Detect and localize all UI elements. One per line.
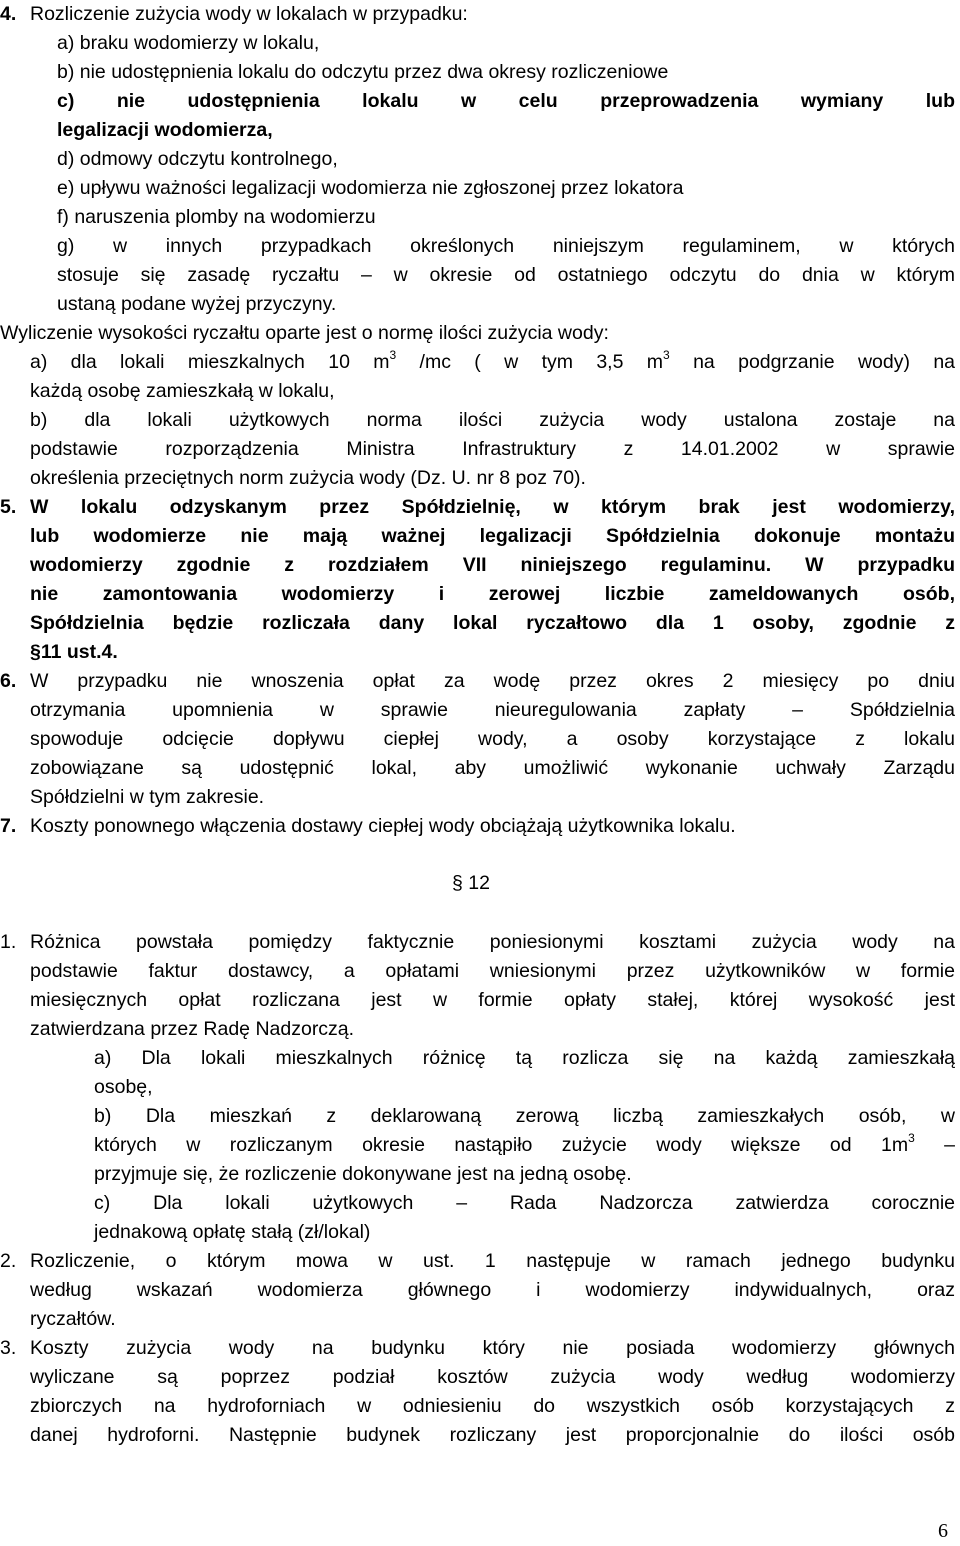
point-1-item-b-line3: przyjmuje się, że rozliczenie dokonywane jest na jedną osobę. (94, 1163, 632, 1185)
point-1-item-c-line2: jednakową opłatę stałą (zł/lokal) (94, 1221, 371, 1243)
point-1-line4: zatwierdzana przez Radę Nadzorczą. (30, 1018, 355, 1040)
section-6-number: 6. (0, 670, 17, 692)
point-1-line1: Różnica powstała pomiędzy faktycznie poniesionymi kosztami zużycia wody na (30, 931, 955, 953)
point-2-number: 2. (0, 1250, 17, 1272)
section-4-item-e: e) upływu ważności legalizacji wodomierza nie zgłoszonej przez lokatora (57, 177, 684, 199)
calc-item-b-line1: b) dla lokali użytkowych norma ilości zużycia wody ustalona zostaje na (30, 409, 955, 431)
section-6-line1: W przypadku nie wnoszenia opłat za wodę przez okres 2 miesięcy po dniu (30, 670, 955, 692)
point-1-item-b-line1: b) Dla mieszkań z deklarowaną zerową liczbą zamieszkałych osób, w (94, 1105, 955, 1127)
point-1-item-a-line1: a) Dla lokali mieszkalnych różnicę tą rozlicza się na każdą zamieszkałą (94, 1047, 955, 1069)
section-5-line4: nie zamontowania wodomierzy i zerowej liczbie zameldowanych osób, (30, 583, 955, 605)
section-4-item-b: b) nie udostępnienia lokalu do odczytu przez dwa okresy rozliczeniowe (57, 61, 669, 83)
section-4-number: 4. (0, 3, 17, 25)
section-5-line6: §11 ust.4. (30, 641, 118, 663)
point-3-number: 3. (0, 1337, 17, 1359)
calc-item-a-line1: a) dla lokali mieszkalnych 10 $m^3$ /mc ( w tym 3,5 $m^3$ na podgrzanie wody) na (30, 348, 956, 373)
section-5-line1: W lokalu odzyskanym przez Spółdzielnię, w którym brak jest wodomierzy, (30, 496, 955, 518)
point-2-line3: ryczałtów. (30, 1308, 116, 1330)
section-4-item-g-line2: stosuje się zasadę ryczałtu – w okresie od ostatniego odczytu do dnia w którym (57, 264, 955, 286)
point-3-line4: danej hydroforni. Następnie budynek rozliczany jest proporcjonalnie do ilości osób (30, 1424, 955, 1446)
point-1-line2: podstawie faktur dostawcy, a opłatami wniesionymi przez użytkowników w formie (30, 960, 955, 982)
section-5-line5: Spółdzielnia będzie rozliczała dany lokal ryczałtowo dla 1 osoby, zgodnie z (30, 612, 955, 634)
section-6-line4: zobowiązane są udostępnić lokal, aby umożliwić wykonanie uchwały Zarządu (30, 757, 955, 779)
calc-item-b-line3: określenia przeciętnych norm zużycia wody (Dz. U. nr 8 poz 70). (30, 467, 586, 489)
point-3-line3: zbiorczych na hydroforniach w odniesieniu do wszystkich osób korzystających z (30, 1395, 955, 1417)
calc-intro: Wyliczenie wysokości ryczałtu oparte jest o normę ilości zużycia wody: (0, 322, 609, 344)
calc-item-b-line2: podstawie rozporządzenia Ministra Infrastruktury z 14.01.2002 w sprawie (30, 438, 955, 460)
section-4-title: Rozliczenie zużycia wody w lokalach w przypadku: (30, 3, 468, 25)
paragraph-12-heading: § 12 (452, 872, 490, 894)
section-4-item-f: f) naruszenia plomby na wodomierzu (57, 206, 376, 228)
calc-item-a-line2: każdą osobę zamieszkałą w lokalu, (30, 380, 335, 402)
section-7-number: 7. (0, 815, 17, 837)
point-2-line1: Rozliczenie, o którym mowa w ust. 1 następuje w ramach jednego budynku (30, 1250, 955, 1272)
point-3-line1: Koszty zużycia wody na budynku który nie posiada wodomierzy głównych (30, 1337, 955, 1359)
point-2-line2: według wskazań wodomierza głównego i wodomierzy indywidualnych, oraz (30, 1279, 955, 1301)
section-6-line3: spowoduje odcięcie dopływu ciepłej wody, a osoby korzystające z lokalu (30, 728, 955, 750)
point-1-item-a-line2: osobę, (94, 1076, 153, 1098)
section-4-item-g-line1: g) w innych przypadkach określonych niniejszym regulaminem, w których (57, 235, 955, 257)
section-6-line5: Spółdzielni w tym zakresie. (30, 786, 265, 808)
section-4-item-d: d) odmowy odczytu kontrolnego, (57, 148, 338, 170)
point-1-number: 1. (0, 931, 17, 953)
section-6-line2: otrzymania upomnienia w sprawie nieuregulowania zapłaty – Spółdzielnia (30, 699, 955, 721)
section-5-number: 5. (0, 496, 17, 518)
point-1-item-b-line2: których w rozliczanym okresie nastąpiło zużycie wody większe od $1m^3$ – (94, 1131, 955, 1156)
section-4-item-c-line2: legalizacji wodomierza, (57, 119, 273, 141)
section-5-line3: wodomierzy zgodnie z rozdziałem VII niniejszego regulaminu. W przypadku (30, 554, 955, 576)
section-4-item-a: a) braku wodomierzy w lokalu, (57, 32, 320, 54)
section-4-item-g-line3: ustaną podane wyżej przyczyny. (57, 293, 337, 315)
page-number: 6 (938, 1520, 948, 1542)
section-5-line2: lub wodomierze nie mają ważnej legalizacji Spółdzielnia dokonuje montażu (30, 525, 955, 547)
point-1-line3: miesięcznych opłat rozliczana jest w formie opłaty stałej, której wysokość jest (30, 989, 955, 1011)
section-7-line1: Koszty ponownego włączenia dostawy ciepłej wody obciążają użytkownika lokalu. (30, 815, 736, 837)
section-4-item-c-line1: c) nie udostępnienia lokalu w celu przeprowadzenia wymiany lub (57, 90, 955, 112)
point-1-item-c-line1: c) Dla lokali użytkowych – Rada Nadzorcza zatwierdza corocznie (94, 1192, 955, 1214)
point-3-line2: wyliczane są poprzez podział kosztów zużycia wody według wodomierzy (30, 1366, 955, 1388)
